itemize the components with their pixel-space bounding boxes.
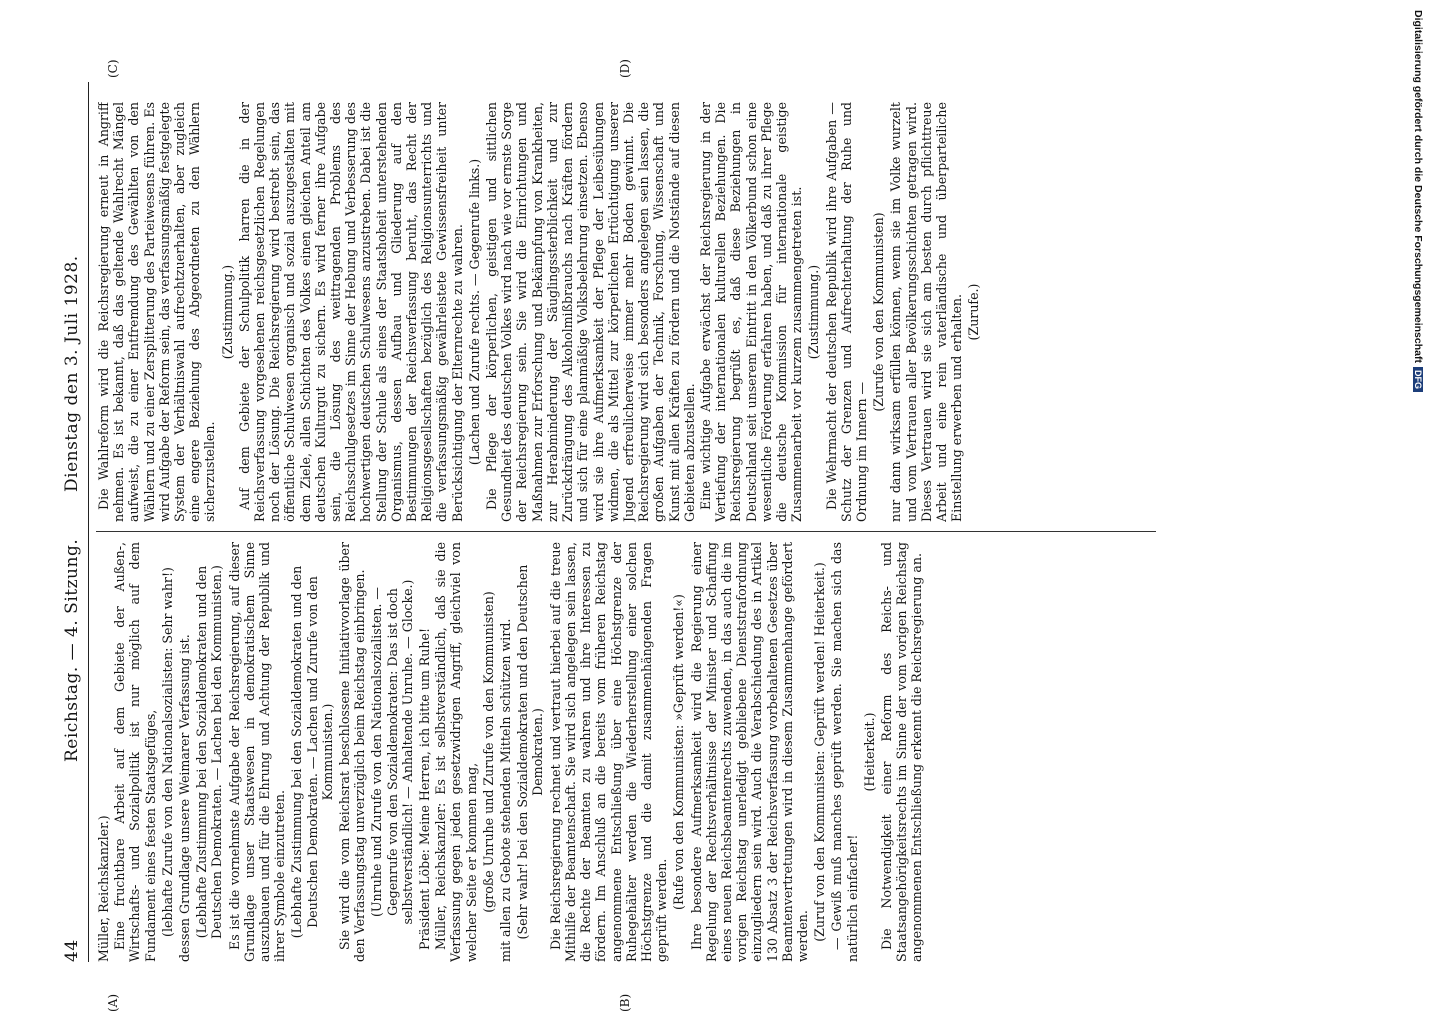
- rotated-page-content: [58, 59, 1398, 1012]
- header-right-title: Dienstag den 3. Juli 1928.: [62, 255, 82, 492]
- digitization-text: Digitalisierung gefördert durch die Deutsche Forschungsgemeinschaft: [1412, 10, 1424, 363]
- interjection-paragraph: (Lebhafte Zustimmung bei den Sozialdemokraten und den Deutschen Demokraten. — Lachen und Zurufe von den Kommunisten.): [289, 565, 335, 939]
- interjection-paragraph: (Zurufe.): [966, 283, 982, 341]
- interjection-paragraph: (Lebhafte Zustimmung bei den Sozialdemokraten und den Deutschen Demokraten. — Lachen bei den Kommunisten.): [194, 565, 225, 939]
- text-column-right: [96, 102, 1156, 522]
- text-paragraph: Sie wird die vom Reichsrat beschlossene Initiativvorlage über den Verfassungstag unverzüglich beim Reichstag einbringen.: [337, 542, 368, 962]
- page-number: 44: [62, 939, 82, 962]
- interjection-paragraph: (Rufe von den Kommunisten: »Geprüft werden!«): [671, 594, 687, 910]
- interjection-paragraph: (Sehr wahr! bei den Sozialdemokraten und den Deutschen Demokraten.): [515, 564, 546, 940]
- column-divider: [96, 531, 1156, 532]
- margin-marker-c: (C): [106, 59, 120, 78]
- text-paragraph: Müller, Reichskanzler.): [96, 815, 111, 962]
- text-paragraph: Die Reichsregierung rechnet und vertraut hierbei auf die treue Mithilfe der Beamtenschaft. Sie wird sich angelegen sein lassen, die Rechte der Beamten zu wahren und ihre Interessen zu fördern. Im Anschluß an die bereits vom früheren Reichstag angenommene Entschließung über eine Höchstgrenze der Ruhegehälter werden die Wiederherstellung einer solchen Höchstgrenze und die damit zusammenhängenden Fragen geprüft werden.: [547, 542, 670, 962]
- text-paragraph: Eine wichtige Aufgabe erwächst der Reichsregierung in der Vertiefung der internationalen kulturellen Beziehungen. Die Reichsregierung begrüßt es, daß diese Beziehungen in Deutschland seit unserem Eintritt in den Völkerbund schon eine wesentliche Förderung erfahren haben, und daß zu ihrer Pflege die deutsche Kommission für internationale geistige Zusammenarbeit vor kurzem zusammengetreten ist.: [697, 102, 805, 522]
- margin-marker-a: (A): [106, 993, 120, 1012]
- text-paragraph: dessen Grundlage unsere Weimarer Verfassung ist.: [177, 634, 193, 962]
- text-paragraph: — Gewiß muß manches geprüft werden. Sie machen sich das natürlich einfacher!: [829, 542, 860, 962]
- margin-marker-d: (D): [618, 59, 632, 78]
- text-paragraph: mit allen zu Gebote stehenden Mitteln schützen wird.: [498, 618, 514, 962]
- interjection-paragraph: (Zurufe von den Kommunisten): [871, 212, 887, 412]
- interjection-paragraph: (Zuruf von den Kommunisten: Geprüft werden! Heiterkeit.): [812, 562, 828, 942]
- dfg-logo: DFG: [1413, 367, 1423, 392]
- interjection-paragraph: (Unruhe und Zurufe von den Nationalsozialisten. — Gegenrufe von den Sozialdemokraten: Das ist doch selbstverständlich! — Anhaltende Unruhe. — Glocke.): [369, 579, 415, 925]
- interjection-paragraph: (Zustimmung.): [219, 264, 235, 360]
- text-paragraph: Die Wahlreform wird die Reichsregierung erneut in Angriff nehmen. Es ist bekannt, daß das geltende Wahlrecht Mängel aufweist, die zu einer Entfremdung des Gewählten von den Wählern und zu einer Zersplitterung des Parteiwesens führen. Es wird Aufgabe der Reform sein, das verfassungsmäßig festgelegte System der Verhältniswahl aufrechtzuerhalten, aber zugleich eine engere Beziehung des Abgeordneten zu den Wählern sicherzustellen.: [96, 102, 218, 522]
- text-paragraph: Müller, Reichskanzler: Es ist selbstverständlich, daß sie die Verfassung gegen jeden gesetzwidrigen Angriff, gleichviel von welcher Seite er kommen mag,: [433, 542, 479, 962]
- header-left-title: Reichstag. — 4. Sitzung.: [62, 538, 82, 762]
- text-paragraph: nur dann wirksam erfüllen können, wenn sie im Volke wurzelt und vom Vertrauen aller Bevölkerungsschichten getragen wird. Dieses Vertrauen wird sie sich am besten durch pflichttreue Arbeit und eine rein vaterländische und überparteiliche Einstellung erwerben und erhalten.: [888, 102, 965, 522]
- interjection-paragraph: (große Unruhe und Zurufe von den Kommunisten): [480, 591, 496, 913]
- digitization-note: [1412, 10, 1428, 990]
- page-header: [58, 82, 88, 962]
- text-paragraph: Die Notwendigkeit einer Reform des Reichs- und Staatsangehörigkeitsrechts im Sinne der vom vorigen Reichstag angenommenen Entschließung erkennt die Reichsregierung an.: [878, 542, 925, 962]
- interjection-paragraph: (Zustimmung.): [806, 264, 822, 360]
- text-column-left: [96, 542, 1156, 962]
- margin-marker-b: (B): [618, 993, 632, 1012]
- text-paragraph: Es ist die vornehmste Aufgabe der Reichsregierung, auf dieser Grundlage unser Staatswesen in demokratischem Sinne auszubauen und für die Ehrung und Achtung der Republik und ihrer Symbole einzutreten.: [226, 542, 288, 962]
- interjection-paragraph: (Heiterkeit.): [861, 712, 877, 792]
- interjection-paragraph: (lebhafte Zurufe von den Nationalsozialisten: Sehr wahr!): [159, 567, 175, 937]
- text-paragraph: Ihre besondere Aufmerksamkeit wird die Regierung einer Regelung der Rechtsverhältnisse der Minister und Schaffung eines neuen Reichsbeamtenrechts zuwenden, in das auch die im vorigen Reichstag unerledigt gebliebene Dienststrafordnung einzugliedern sein wird. Auch die Verabschiedung des in Artikel 130 Absatz 3 der Reichsverfassung vorbehaltenen Gesetzes über Beamtenvertretungen wird in diesem Zusammenhange gefördert werden.: [688, 542, 810, 962]
- text-paragraph: Präsident Löbe: Meine Herren, ich bitte um Ruhe!: [417, 627, 433, 950]
- interjection-paragraph: (Lachen und Zurufe rechts. — Gegenrufe links.): [466, 158, 482, 466]
- text-paragraph: Auf dem Gebiete der Schulpolitik harren die in der Reichsverfassung vorgesehenen reichsgesetzlichen Regelungen noch der Lösung. Die Reichsregierung wird bestrebt sein, das öffentliche Schulwesen organisch und sozial auszugestalten mit dem Ziele, allen Schichten des Volkes einen gleichen Anteil am deutschen Kulturgut zu sichern. Es wird ferner ihre Aufgabe sein, die Lösung des weittragenden Problems des Reichsschulgesetzes im Sinne der Hebung und Verbesserung des hochwertigen deutschen Schulwesens anzustreben. Dabei ist die Stellung der Schule als eines der Staatshoheit unterstehenden Organismus, dessen Aufbau und Gliederung auf den Bestimmungen der Reichsverfassung beruht, das Recht der Religionsgesellschaften bezüglich des Religionsunterrichts und die verfassungsmäßig gewährleistete Gewissensfreiheit unter Berücksichtigung der Elternrechte zu wahren.: [236, 102, 465, 522]
- text-paragraph: Die Pflege der körperlichen, geistigen und sittlichen Gesundheit des deutschen Volkes wird nach wie vor ernste Sorge der Reichsregierung sein. Sie wird die Einrichtungen und Maßnahmen zur Erforschung und Bekämpfung von Krankheiten, zur Herabminderung der Säuglingssterblichkeit und zur Zurückdrängung des Alkoholmißbrauchs nach Kräften fördern und sich für eine planmäßige Volksbelehrung einsetzen. Ebenso wird sie ihre Aufmerksamkeit der Pflege der Leibesübungen widmen, die als Mittel zur körperlichen Ertüchtigung unserer Jugend erfreulicherweise immer mehr Boden gewinnt. Die Reichsregierung wird sich besonders angelegen sein lassen, die großen Aufgaben der Technik, Forschung, Wissenschaft und Kunst mit allen Kräften zu fördern und die Notstände auf diesen Gebieten abzustellen.: [484, 102, 697, 522]
- header-rule: [88, 82, 89, 962]
- text-paragraph: Die Wehrmacht der deutschen Republik wird ihre Aufgaben — Schutz der Grenzen und Aufrechterhaltung der Ruhe und Ordnung im Innern —: [823, 102, 869, 522]
- text-paragraph: Eine fruchtbare Arbeit auf dem Gebiete der Außen-, Wirtschafts- und Sozialpolitik ist nur möglich auf dem Fundament eines festen Staatsgefüges,: [112, 542, 158, 962]
